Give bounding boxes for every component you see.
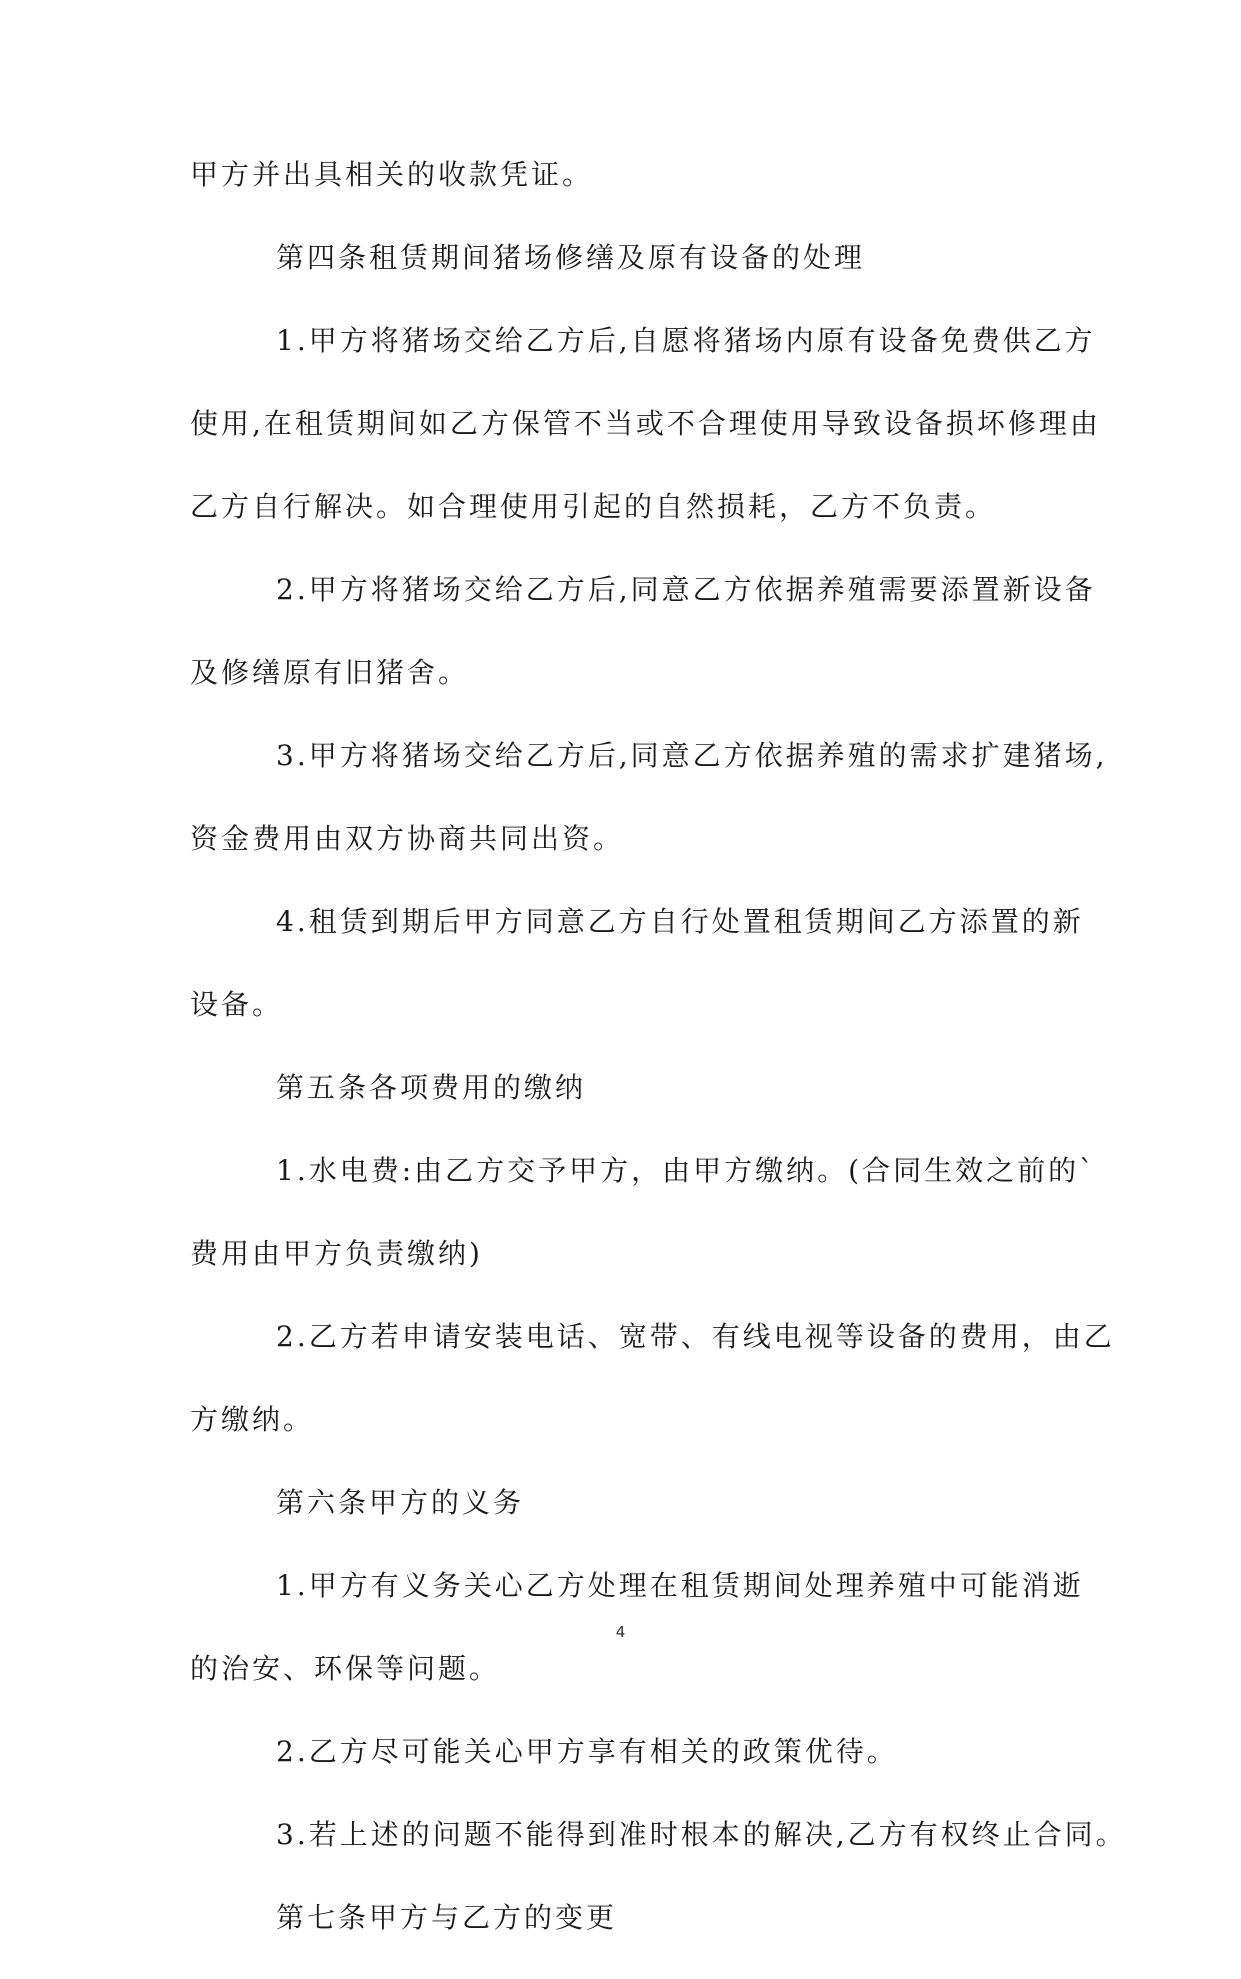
line-article-4-item-4-a: 4.租赁到期后甲方同意乙方自行处置租赁期间乙方添置的新 — [276, 905, 1084, 938]
heading-article-6: 第六条甲方的义务 — [276, 1486, 525, 1519]
line-article-5-item-1-a: 1.水电费:由乙方交予甲方，由甲方缴纳。(合同生效之前的` — [276, 1154, 1097, 1187]
line-article-6-item-1-a: 1.甲方有义务关心乙方处理在租赁期间处理养殖中可能消逝 — [276, 1569, 1084, 1602]
line-article-4-item-1-a: 1.甲方将猪场交给乙方后,自愿将猪场内原有设备免费供乙方 — [276, 324, 1096, 357]
heading-article-4: 第四条租赁期间猪场修缮及原有设备的处理 — [276, 241, 866, 274]
document-body — [190, 153, 1127, 1979]
heading-article-7: 第七条甲方与乙方的变更 — [276, 1901, 618, 1934]
page-number: 4 — [615, 1623, 626, 1641]
line-article-4-item-3-a: 3.甲方将猪场交给乙方后,同意乙方依据养殖的需求扩建猪场, — [276, 739, 1108, 772]
line-article-6-item-2: 2.乙方尽可能关心甲方享有相关的政策优待。 — [276, 1735, 898, 1768]
line-article-4-item-1-c: 乙方自行解决。如合理使用引起的自然损耗，乙方不负责。 — [190, 490, 997, 523]
line-article-4-item-3-b: 资金费用由双方协商共同出资。 — [190, 822, 625, 855]
line-article-5-item-2-a: 2.乙方若申请安装电话、宽带、有线电视等设备的费用，由乙 — [276, 1320, 1115, 1353]
line-article-4-item-2-b: 及修缮原有旧猪舍。 — [190, 656, 470, 689]
line-article-4-item-2-a: 2.甲方将猪场交给乙方后,同意乙方依据养殖需要添置新设备 — [276, 573, 1096, 606]
line-article-5-item-2-b: 方缴纳。 — [190, 1403, 315, 1436]
line-article-4-item-4-b: 设备。 — [190, 988, 284, 1021]
line-article-6-item-3: 3.若上述的问题不能得到准时根本的解决,乙方有权终止合同。 — [276, 1818, 1127, 1851]
line-continuation-receipt: 甲方并出具相关的收款凭证。 — [190, 158, 594, 191]
line-article-5-item-1-b: 费用由甲方负责缴纳) — [190, 1237, 483, 1270]
heading-article-5: 第五条各项费用的缴纳 — [276, 1071, 587, 1104]
line-article-6-item-1-b: 的治安、环保等问题。 — [190, 1652, 501, 1685]
line-article-4-item-1-b: 使用,在租赁期间如乙方保管不当或不合理使用导致设备损坏修理由 — [190, 407, 1101, 440]
